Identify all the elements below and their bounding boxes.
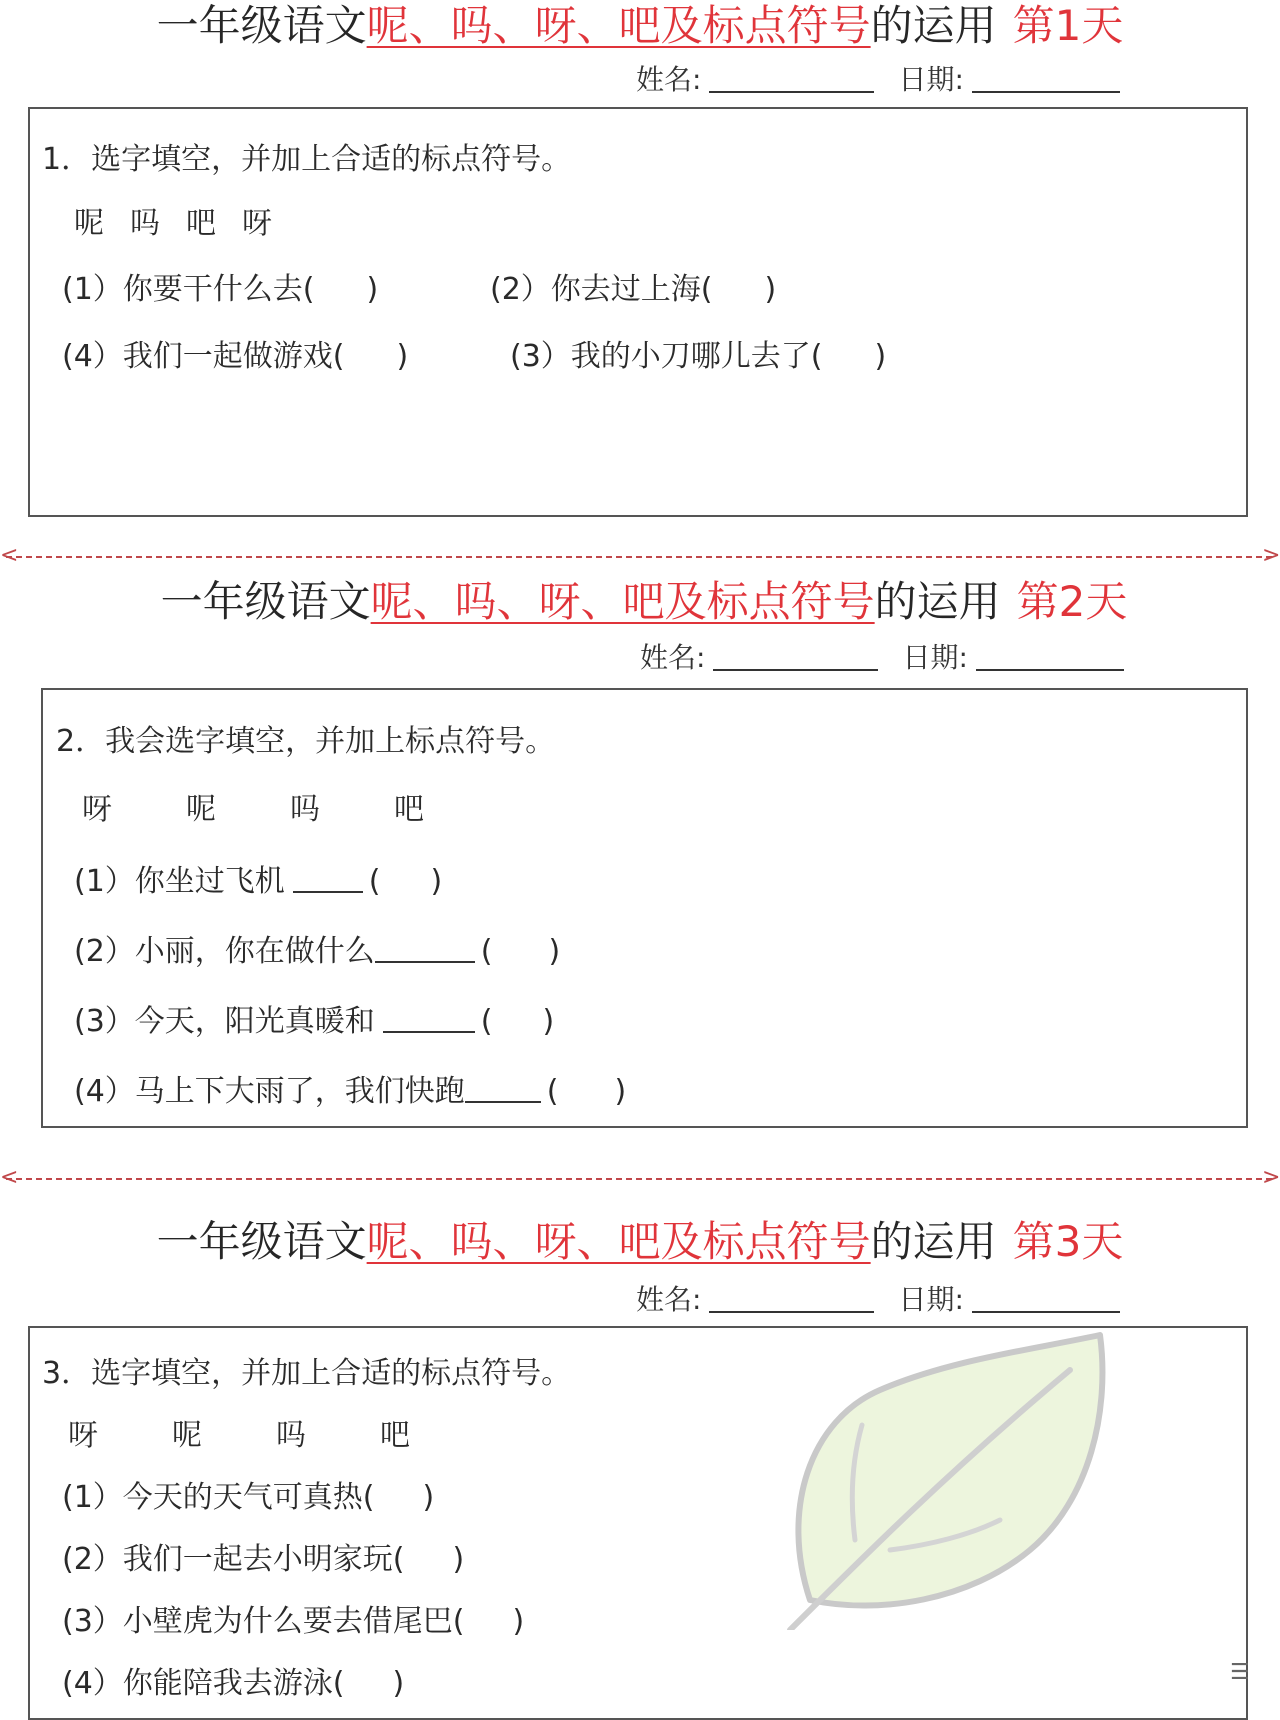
answer-blank[interactable] — [465, 1073, 541, 1103]
word-choice: 呀 — [82, 792, 112, 827]
item-3-2 — [62, 1540, 464, 1580]
word-choices-1 — [74, 204, 298, 244]
open-paren: ( — [546, 1074, 559, 1109]
date-label: 日期: — [898, 1283, 964, 1316]
close-paren: ) — [548, 934, 561, 969]
answer-blank[interactable] — [293, 863, 363, 893]
item-text: (1）你坐过飞机 — [74, 864, 285, 899]
item-text: (2）你去过上海( — [490, 272, 713, 307]
word-choice: 吗 — [130, 206, 160, 241]
item-2-4 — [74, 1072, 626, 1112]
item-text: (3）今天，阳光真暖和 — [74, 1004, 375, 1039]
section-3-title — [0, 1216, 1280, 1268]
name-field[interactable] — [709, 1285, 874, 1313]
close-paren: ) — [422, 1480, 435, 1515]
word-choices-2 — [82, 790, 450, 830]
close-paren: ) — [396, 339, 409, 374]
close-paren: ) — [512, 1604, 525, 1639]
open-paren: ( — [480, 934, 493, 969]
close-paren: ) — [764, 272, 777, 307]
day-label: 第3天 — [1012, 1217, 1124, 1266]
item-3-1 — [62, 1478, 434, 1518]
word-choice: 吧 — [186, 206, 216, 241]
close-paren: ) — [430, 864, 443, 899]
answer-blank[interactable] — [375, 933, 475, 963]
item-1-4 — [62, 337, 408, 377]
question-3: 3．选字填空，并加上合适的标点符号。 — [42, 1356, 572, 1391]
item-text: (3）我的小刀哪儿去了( — [510, 339, 823, 374]
close-paren: ) — [542, 1004, 555, 1039]
item-text: (4）我们一起做游戏( — [62, 339, 345, 374]
word-choice: 呀 — [242, 206, 272, 241]
date-field[interactable] — [972, 1285, 1120, 1313]
title-prefix: 一年级语文 — [160, 577, 371, 626]
title-suffix: 的运用 — [870, 1217, 997, 1266]
date-field[interactable] — [976, 643, 1124, 671]
date-label: 日期: — [898, 63, 964, 96]
word-choice: 呢 — [172, 1418, 202, 1453]
answer-blank[interactable] — [383, 1003, 475, 1033]
item-text: (4）你能陪我去游泳( — [62, 1666, 345, 1701]
item-text: (3）小壁虎为什么要去借尾巴( — [62, 1604, 465, 1639]
question-2: 2．我会选字填空，并加上标点符号。 — [56, 724, 556, 759]
arrow-left-icon: < — [0, 1165, 19, 1190]
word-choice: 吗 — [276, 1418, 306, 1453]
title-prefix: 一年级语文 — [156, 1217, 367, 1266]
date-field[interactable] — [972, 65, 1120, 93]
name-label: 姓名: — [636, 1283, 702, 1316]
name-label: 姓名: — [636, 63, 702, 96]
item-2-1 — [74, 862, 442, 902]
item-2-2 — [74, 932, 560, 972]
name-date-row — [640, 640, 1124, 676]
name-label: 姓名: — [640, 641, 706, 674]
cut-line-1 — [6, 556, 1272, 558]
name-date-row — [636, 62, 1120, 98]
title-highlight: 呢、吗、呀、吧及标点符号 — [366, 1217, 871, 1266]
item-3-4 — [62, 1664, 404, 1704]
close-paren: ) — [614, 1074, 627, 1109]
arrow-right-icon: > — [1262, 1165, 1280, 1190]
title-highlight: 呢、吗、呀、吧及标点符号 — [366, 1, 871, 50]
title-suffix: 的运用 — [874, 577, 1001, 626]
item-3-3 — [62, 1602, 524, 1642]
word-choice: 呢 — [186, 792, 216, 827]
word-choice: 吗 — [290, 792, 320, 827]
title-highlight: 呢、吗、呀、吧及标点符号 — [370, 577, 875, 626]
question-1: 1．选字填空，并加上合适的标点符号。 — [42, 142, 572, 177]
word-choices-3 — [68, 1416, 436, 1456]
close-paren: ) — [366, 272, 379, 307]
leaf-icon — [770, 1330, 1150, 1630]
section-1-title — [0, 0, 1280, 52]
date-label: 日期: — [902, 641, 968, 674]
item-1-1 — [62, 270, 378, 310]
item-text: (1）你要干什么去( — [62, 272, 315, 307]
name-date-row — [636, 1282, 1120, 1318]
day-label: 第1天 — [1012, 1, 1124, 50]
day-label: 第2天 — [1016, 577, 1128, 626]
close-paren: ) — [392, 1666, 405, 1701]
cut-line-2 — [6, 1178, 1272, 1180]
close-paren: ) — [874, 339, 887, 374]
name-field[interactable] — [713, 643, 878, 671]
word-choice: 呢 — [74, 206, 104, 241]
close-paren: ) — [452, 1542, 465, 1577]
arrow-right-icon: > — [1262, 543, 1280, 568]
menu-icon: ☰ — [1230, 1660, 1250, 1685]
item-text: (1）今天的天气可真热( — [62, 1480, 375, 1515]
word-choice: 吧 — [380, 1418, 410, 1453]
open-paren: ( — [368, 864, 381, 899]
item-2-3 — [74, 1002, 554, 1042]
item-1-3 — [510, 337, 886, 377]
open-paren: ( — [480, 1004, 493, 1039]
section-2-title — [4, 576, 1280, 628]
item-text: (4）马上下大雨了，我们快跑 — [74, 1074, 465, 1109]
word-choice: 吧 — [394, 792, 424, 827]
title-suffix: 的运用 — [870, 1, 997, 50]
name-field[interactable] — [709, 65, 874, 93]
title-prefix: 一年级语文 — [156, 1, 367, 50]
item-1-2 — [490, 270, 776, 310]
item-text: (2）我们一起去小明家玩( — [62, 1542, 405, 1577]
item-text: (2）小丽，你在做什么 — [74, 934, 375, 969]
arrow-left-icon: < — [0, 543, 19, 568]
word-choice: 呀 — [68, 1418, 98, 1453]
